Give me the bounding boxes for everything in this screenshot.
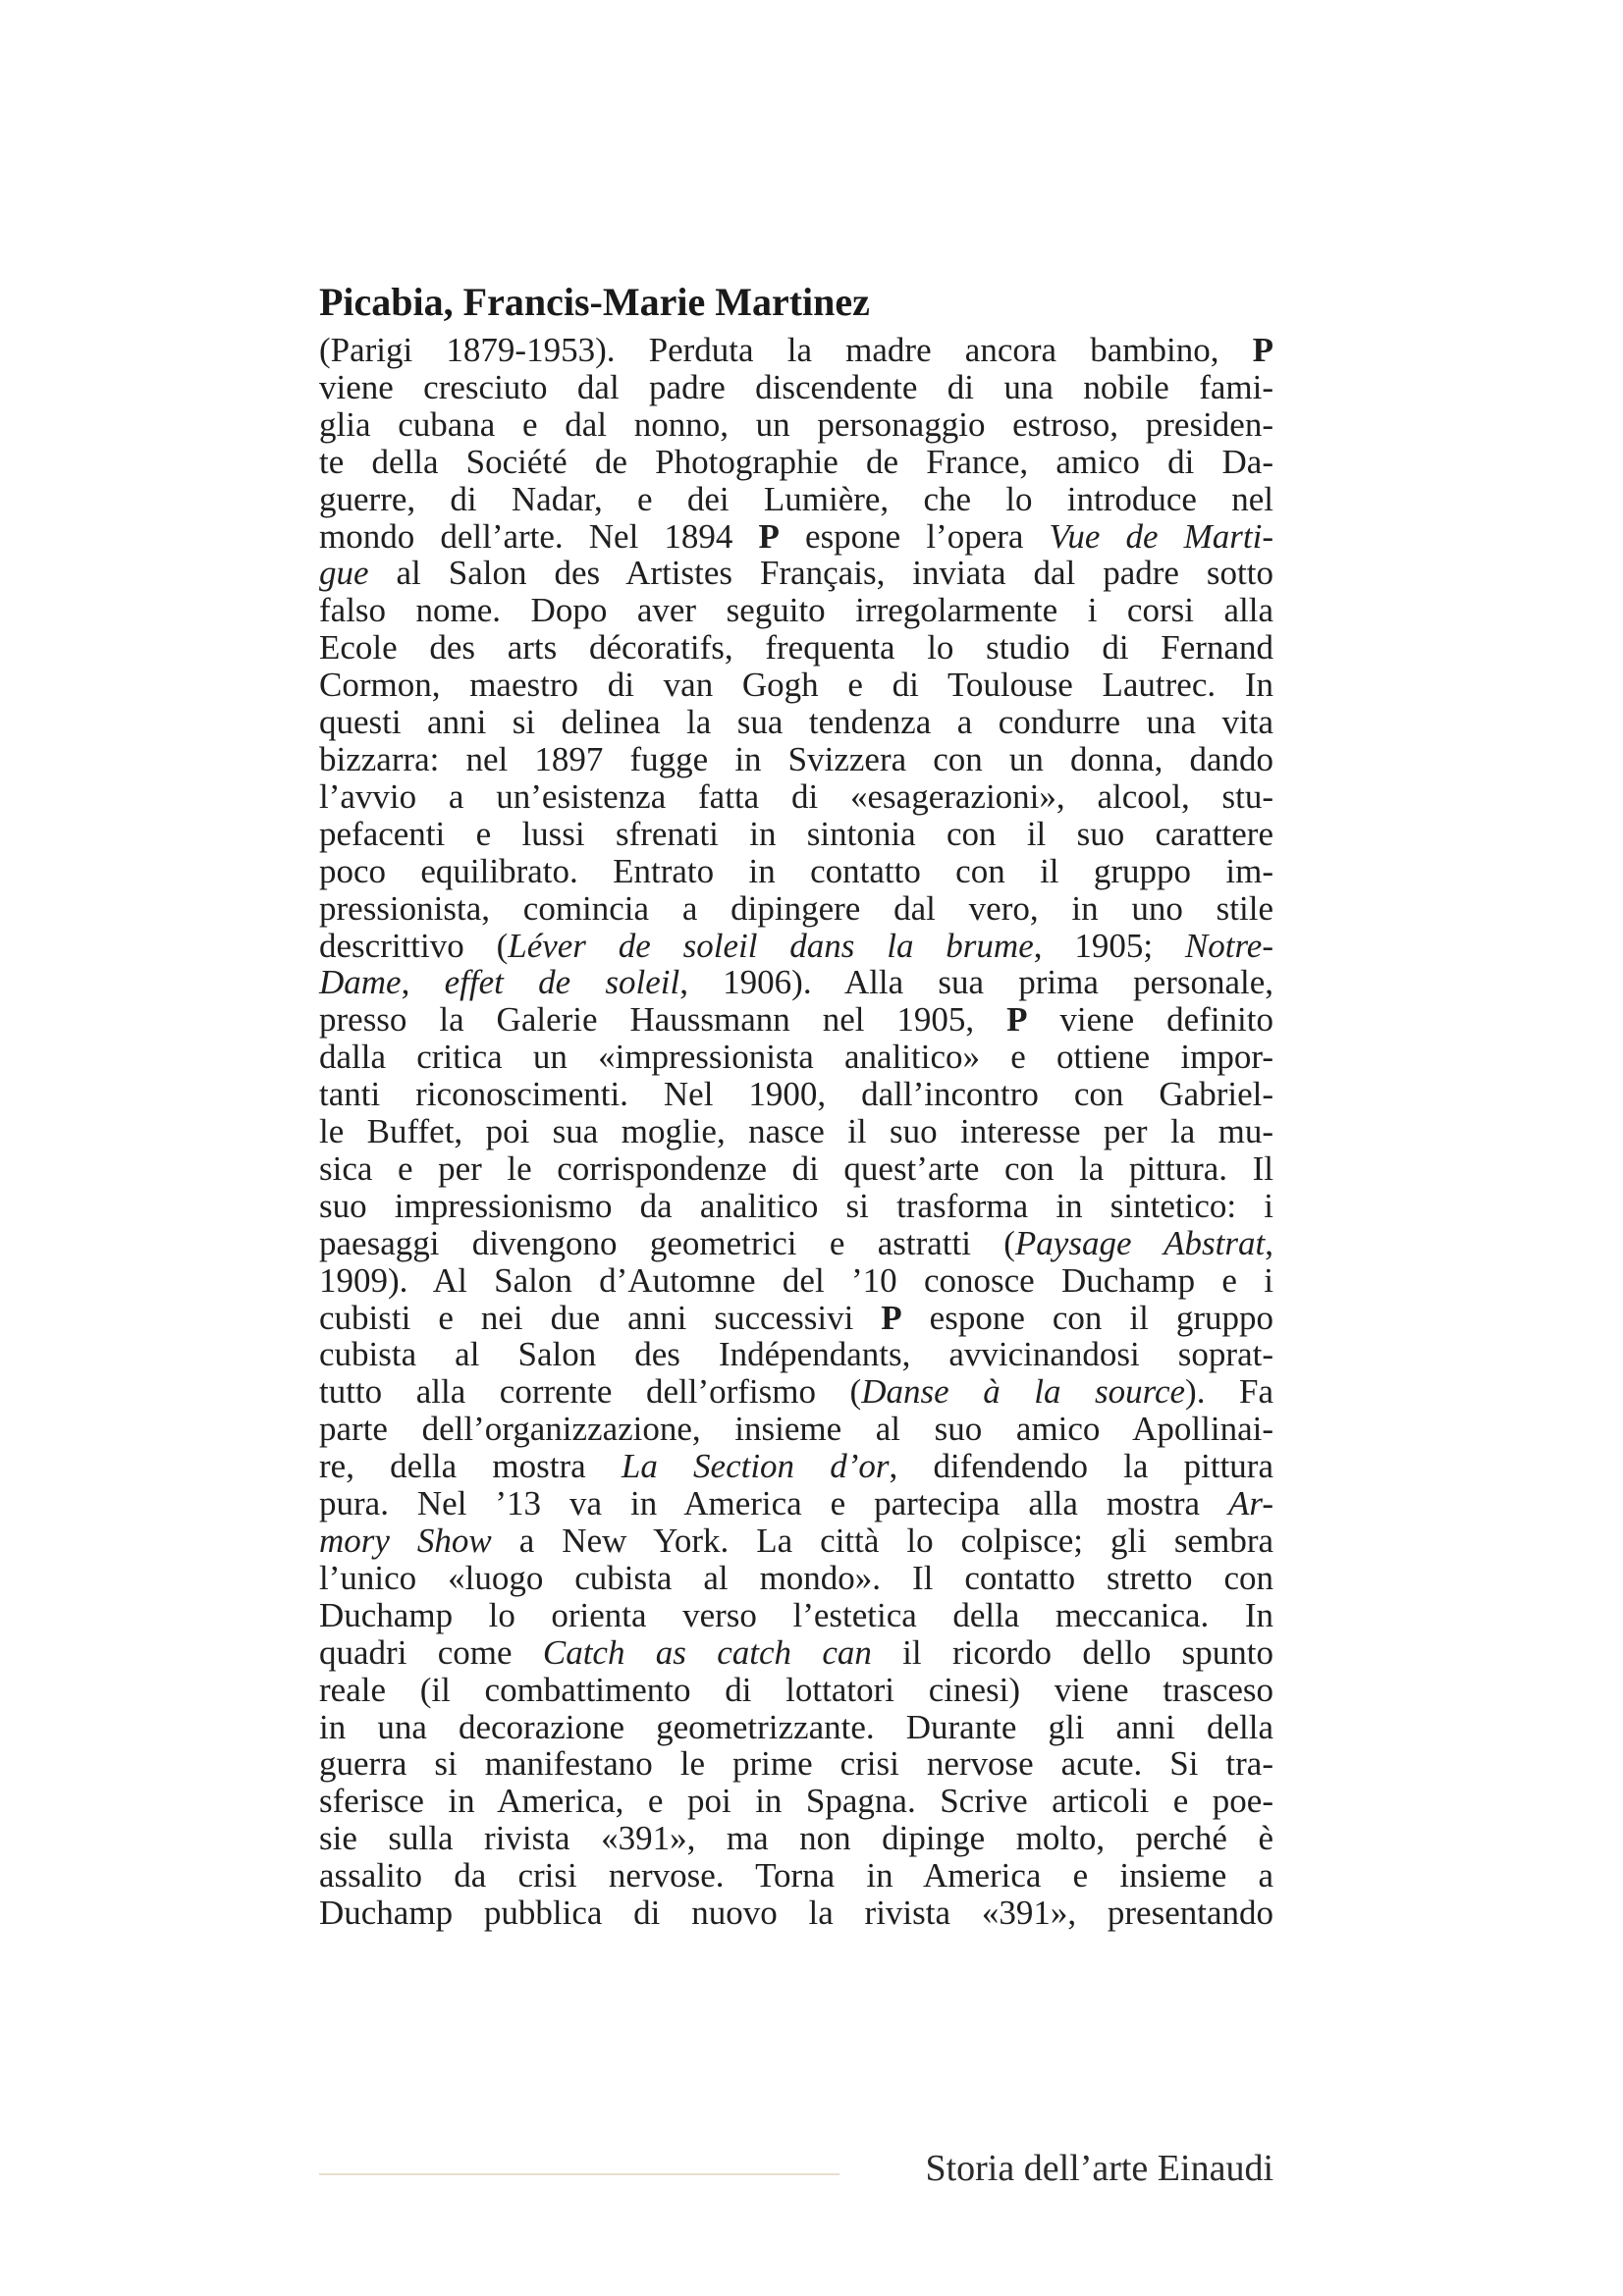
body-text: al Salon des Artistes Français, inviata dal padre sotto [368, 554, 1273, 593]
body-text: poco equilibrato. Entrato in contatto con il gruppo im- [319, 851, 1273, 890]
artwork-title: gue [319, 554, 369, 593]
artist-abbrev: P [881, 1298, 902, 1337]
body-text: descrittivo ( [319, 926, 509, 965]
body-line [319, 1373, 1273, 1411]
body-text: assalito da crisi nervose. Torna in America e insieme a [319, 1856, 1273, 1896]
artwork-title: Catch as catch can [542, 1632, 872, 1672]
body-text: espone l’opera [779, 516, 1050, 556]
body-text: , [401, 963, 445, 1002]
entry-title: Picabia, Francis-Marie Martinez [319, 280, 870, 324]
body-text: pura. Nel ’13 va in America e partecipa alla mostra [319, 1484, 1229, 1523]
body-text: suo impressionismo da analitico si trasforma in sintetico: i [319, 1186, 1273, 1225]
body-text: tanti riconoscimenti. Nel 1900, dall’incontro con Gabriel- [319, 1075, 1273, 1114]
body-line [319, 1560, 1273, 1597]
body-line [319, 1411, 1273, 1448]
body-text: il ricordo dello spunto [871, 1632, 1273, 1672]
body-line [319, 1001, 1273, 1039]
body-text: 1909). Al Salon d’Automne del ’10 conosce Duchamp e i [319, 1260, 1273, 1300]
body-line [319, 704, 1273, 741]
body-text: tutto alla corrente dell’orfismo ( [319, 1372, 862, 1412]
body-text: sie sulla rivista «391», ma non dipinge molto, perché è [319, 1819, 1273, 1858]
body-line [319, 1857, 1273, 1895]
body-text: presso la Galerie Haussmann nel 1905, [319, 1000, 1007, 1040]
body-text: le Buffet, poi sua moglie, nasce il suo interesse per la mu- [319, 1112, 1273, 1151]
body-line [319, 629, 1273, 667]
artist-abbrev: P [1006, 1000, 1028, 1040]
footer-title: Storia dell’arte Einaudi [925, 2148, 1273, 2189]
body-text: l’avvio a un’esistenza fatta di «esagerazioni», alcool, stu- [319, 776, 1273, 816]
body-text: quadri come [319, 1632, 543, 1672]
body-text: cubista al Salon des Indépendants, avvicinandosi soprat- [319, 1335, 1273, 1374]
body-line [319, 592, 1273, 629]
body-text: re, della mostra [319, 1447, 622, 1486]
body-line [319, 1522, 1273, 1560]
artwork-title: Léver de soleil dans la brume [508, 926, 1034, 965]
body-text: Duchamp pubblica di nuovo la rivista «391», presentando [319, 1894, 1273, 1933]
body-line [319, 1745, 1273, 1783]
body-line [319, 1895, 1273, 1932]
body-text: pefacenti e lussi sfrenati in sintonia con il suo carattere [319, 814, 1273, 853]
body-line [319, 928, 1273, 965]
body-text: dalla critica un «impressionista analitico» e ottiene impor- [319, 1038, 1273, 1077]
body-line [319, 816, 1273, 853]
body-text: ). Fa [1185, 1372, 1274, 1412]
body-text: cubisti e nei due anni successivi [319, 1298, 882, 1337]
body-text: guerra si manifestano le prime crisi nervose acute. Si tra- [319, 1744, 1273, 1784]
body-line [319, 1709, 1273, 1746]
body-line [319, 369, 1273, 406]
artwork-title: Ar- [1228, 1484, 1273, 1523]
artwork-title: Dame [319, 963, 402, 1002]
body-text: parte dell’organizzazione, insieme al suo amico Apollinai- [319, 1410, 1273, 1449]
body-text: sica e per le corrispondenze di quest’arte con la pittura. Il [319, 1148, 1273, 1188]
body-line [319, 1485, 1273, 1522]
body-text: te della Société de Photographie de France, amico di Da- [319, 442, 1273, 481]
body-line [319, 1188, 1273, 1225]
artwork-title: effet de soleil [444, 963, 680, 1002]
body-text: viene cresciuto dal padre discendente di una nobile fami- [319, 367, 1273, 406]
body-line [319, 1039, 1273, 1076]
body-text: espone con il gruppo [901, 1298, 1273, 1337]
body-text: , difendendo la pittura [889, 1447, 1273, 1486]
body-line [319, 1448, 1273, 1485]
body-line [319, 741, 1273, 778]
body-line [319, 667, 1273, 704]
body-text: falso nome. Dopo aver seguito irregolarmente i corsi alla [319, 591, 1273, 630]
body-line [319, 853, 1273, 890]
body-text: reale (il combattimento di lottatori cinesi) viene trasceso [319, 1670, 1273, 1709]
body-text: Duchamp lo orienta verso l’estetica della meccanica. In [319, 1595, 1273, 1634]
body-text: viene definito [1027, 1000, 1274, 1040]
artwork-title: Notre- [1184, 926, 1273, 965]
artist-abbrev: P [1252, 331, 1273, 369]
artist-abbrev: P [758, 516, 780, 556]
body-text: Ecole des arts décoratifs, frequenta lo studio di Fernand [319, 628, 1273, 667]
body-line [319, 1076, 1273, 1113]
body-text: questi anni si delinea la sua tendenza a condurre una vita [319, 703, 1273, 742]
body-text: , 1905; [1033, 926, 1185, 965]
body-line [319, 1262, 1273, 1300]
body-line [319, 481, 1273, 518]
body-line [319, 1820, 1273, 1857]
body-text: mondo dell’arte. Nel 1894 [319, 516, 759, 556]
body-text: Cormon, maestro di van Gogh e di Toulouse Lautrec. In [319, 666, 1273, 705]
artwork-title: La Section d’or [621, 1447, 890, 1486]
body-line [319, 964, 1273, 1001]
footer-rule [319, 2173, 839, 2175]
body-line [319, 1113, 1273, 1150]
body-line [319, 406, 1273, 444]
body-text: bizzarra: nel 1897 fugge in Svizzera con un donna, dando [319, 739, 1273, 778]
entry-body [319, 332, 1273, 1932]
body-line [319, 1150, 1273, 1188]
body-text: (Parigi 1879-1953). Perduta la madre ancora bambino, [319, 331, 1253, 369]
body-text: pressionista, comincia a dipingere dal vero, in uno stile [319, 888, 1273, 928]
body-line [319, 1783, 1273, 1820]
body-line [319, 555, 1273, 592]
body-line [319, 1672, 1273, 1709]
body-line [319, 1597, 1273, 1634]
body-line [319, 1225, 1273, 1262]
artwork-title: Vue de Marti- [1049, 516, 1273, 556]
body-line [319, 1634, 1273, 1672]
body-text: in una decorazione geometrizzante. Durante gli anni della [319, 1707, 1273, 1746]
artwork-title: Paysage Abstrat [1014, 1223, 1266, 1262]
body-text: paesaggi divengono geometrici e astratti ( [319, 1223, 1015, 1262]
body-text: a New York. La città lo colpisce; gli sembra [491, 1522, 1274, 1560]
body-text: , [1265, 1223, 1274, 1262]
body-text: sferisce in America, e poi in Spagna. Scrive articoli e poe- [319, 1782, 1273, 1821]
body-text: glia cubana e dal nonno, un personaggio estroso, presiden- [319, 404, 1273, 444]
body-line [319, 1300, 1273, 1337]
body-text: guerre, di Nadar, e dei Lumière, che lo introduce nel [319, 479, 1273, 518]
body-line [319, 778, 1273, 816]
body-line [319, 890, 1273, 928]
body-line [319, 332, 1273, 369]
body-text: l’unico «luogo cubista al mondo». Il contatto stretto con [319, 1558, 1273, 1597]
body-text: , 1906). Alla sua prima personale, [679, 963, 1274, 1002]
artwork-title: mory Show [319, 1522, 492, 1560]
artwork-title: Danse à la source [861, 1372, 1186, 1412]
body-line [319, 444, 1273, 481]
body-line [319, 1336, 1273, 1373]
body-line [319, 518, 1273, 556]
